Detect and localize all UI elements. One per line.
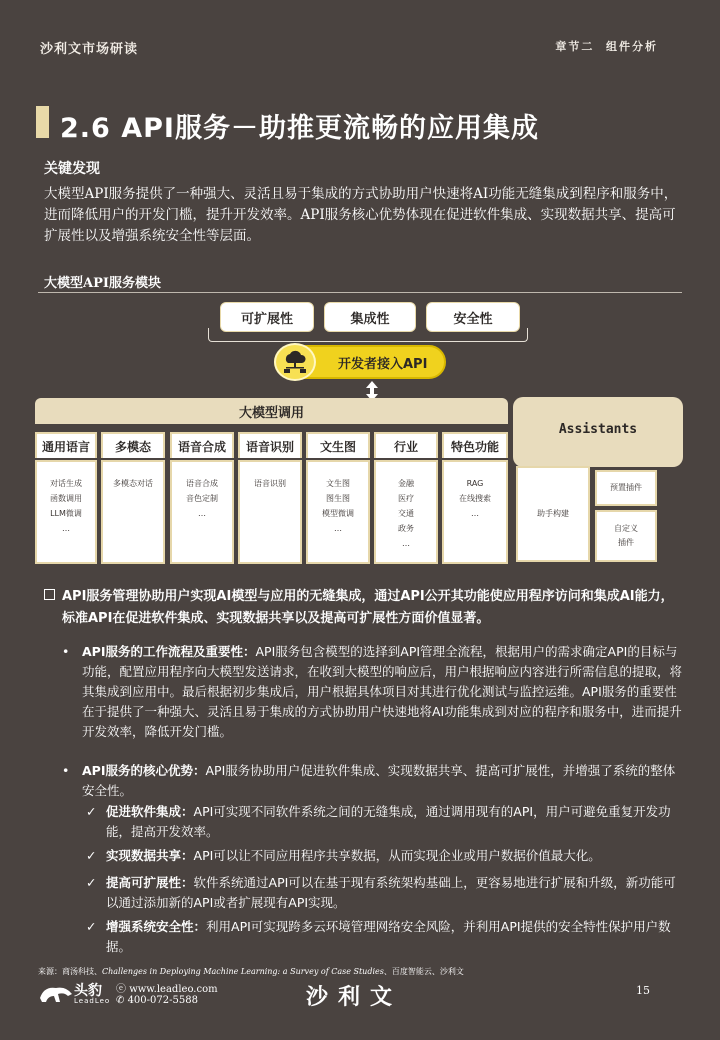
logo-name: 头豹 <box>74 983 102 999</box>
custom-plugin-box: 自定义 插件 <box>595 510 657 562</box>
preset-plugin-box: 预置插件 <box>595 470 657 506</box>
column-head: 语音合成 <box>170 432 234 458</box>
column-body: 文生图 图生图 模型微调 … <box>306 460 370 564</box>
pill-security: 安全性 <box>426 302 520 332</box>
check-item-software-integration: 促进软件集成：API可实现不同软件系统之间的无缝集成，通过调用现有的API，用户可避免重复开发功能，提高开发效率。 <box>106 804 671 839</box>
advantages-paragraph: API服务的核心优势：API服务协助用户促进软件集成、实现数据共享、提高可扩展性，并增强了系统的整体安全性。 <box>82 763 676 798</box>
checkmark-icon: ✓ <box>86 804 97 819</box>
diagram-section-title: 大模型API服务模块 <box>44 276 161 291</box>
check-item-scalability: 提高可扩展性：软件系统通过API可以在基于现有系统架构基础上，更容易地进行扩展和升级，新功能可以通过添加新的API或者扩展现有API实现。 <box>106 875 676 910</box>
web-icon: ⓔ <box>116 984 130 995</box>
title-accent-bar <box>36 106 49 138</box>
phone-text: ✆ 400-072-5588 <box>116 995 198 1006</box>
check-item-data-sharing: 实现数据共享：API可以让不同应用程序共享数据，从而实现企业或用户数据价值最大化。 <box>106 848 601 863</box>
bullet-dot-icon: • <box>62 763 70 778</box>
column-speech-synthesis <box>170 432 234 562</box>
developer-api-access: 开发者接入API <box>274 345 446 379</box>
column-head: 文生图 <box>306 432 370 458</box>
website-text[interactable]: ⓔ www.leadleo.com <box>116 984 218 995</box>
column-body: 对话生成 函数调用 LLM微调 … <box>35 460 97 564</box>
page-number: 15 <box>636 984 650 997</box>
column-speech-recognition <box>238 432 302 562</box>
cloud-network-icon <box>274 343 316 381</box>
assistant-builder-box: 助手构建 <box>516 466 590 562</box>
header-section-title: 沙利文市场研读 <box>40 42 139 57</box>
column-text-to-image <box>306 432 370 562</box>
column-body: RAG 在线搜索 … <box>442 460 508 564</box>
column-head: 行业 <box>374 432 438 458</box>
checkmark-icon: ✓ <box>86 848 97 863</box>
column-head: 语音识别 <box>238 432 302 458</box>
column-head: 通用语言 <box>35 432 97 458</box>
summary-bullet-icon <box>44 589 55 600</box>
workflow-paragraph: API服务的工作流程及重要性：API服务包含模型的选择到API管理全流程，根据用户的需求确定API的目标与功能，配置应用程序向大模型发送请求，在收到大模型的响应后，用户根据响应内容进行所需信息的提取，将其集成到应用中。最后根据初步集成后，用户根据具体项目对其进行优化测试与监控运维。API服务的重要性在于提供了一种强大、灵活且易于集成的方式协助用户快速地将AI功能集成到对应的程序和服务中，进而提升开发效率，降低开发门槛。 <box>82 644 683 739</box>
pill-scalability: 可扩展性 <box>220 302 314 332</box>
source-note: 来源：商汤科技、Challenges in Deploying Machine Learning: a Survey of Case Studies、百度智能云、沙利文 <box>38 967 464 976</box>
key-findings-label: 关键发现 <box>44 161 100 177</box>
column-head: 多模态 <box>101 432 165 458</box>
assistants-header: Assistants <box>513 397 683 467</box>
header-chapter-label: 章节二 组件分析 <box>555 40 658 53</box>
column-body: 金融 医疗 交通 政务 … <box>374 460 438 564</box>
logo-subtitle: LeadLeo <box>74 997 111 1005</box>
phone-icon: ✆ <box>116 995 128 1006</box>
column-multimodal <box>101 432 165 562</box>
checkmark-icon: ✓ <box>86 875 97 890</box>
column-special-features <box>442 432 508 562</box>
brand-wordmark: 沙利文 <box>306 985 403 1010</box>
llm-call-bar: 大模型调用 <box>35 398 508 424</box>
column-body: 语音合成 音色定制 … <box>170 460 234 564</box>
pill-integration: 集成性 <box>324 302 416 332</box>
page-title: 2.6 API服务－助推更流畅的应用集成 <box>60 113 539 144</box>
column-head: 特色功能 <box>442 432 508 458</box>
diagram-divider <box>38 292 682 293</box>
column-body: 多模态对话 <box>101 460 165 564</box>
leopard-logo-icon <box>38 980 74 1008</box>
column-industry <box>374 432 438 562</box>
column-body: 语音识别 <box>238 460 302 564</box>
bullet-dot-icon: • <box>62 644 70 659</box>
pill-bracket <box>208 328 528 342</box>
key-findings-text: 大模型API服务提供了一种强大、灵活且易于集成的方式协助用户快速将AI功能无缝集成到程序和服务中，进而降低用户的开发门槛，提升开发效率。API服务核心优势体现在促进软件集成、实现数据共享、提高可扩展性以及增强系统安全性等层面。 <box>44 186 678 244</box>
column-general-language <box>35 432 97 562</box>
check-item-security: 增强系统安全性：利用API可实现跨多云环境管理网络安全风险，并利用API提供的安全特性保护用户数据。 <box>106 919 671 954</box>
summary-text: API服务管理协助用户实现AI模型与应用的无缝集成，通过API公开其功能使应用程序访问和集成AI能力，标准API在促进软件集成、实现数据共享以及提高可扩展性方面价值显著。 <box>62 589 674 626</box>
checkmark-icon: ✓ <box>86 919 97 934</box>
